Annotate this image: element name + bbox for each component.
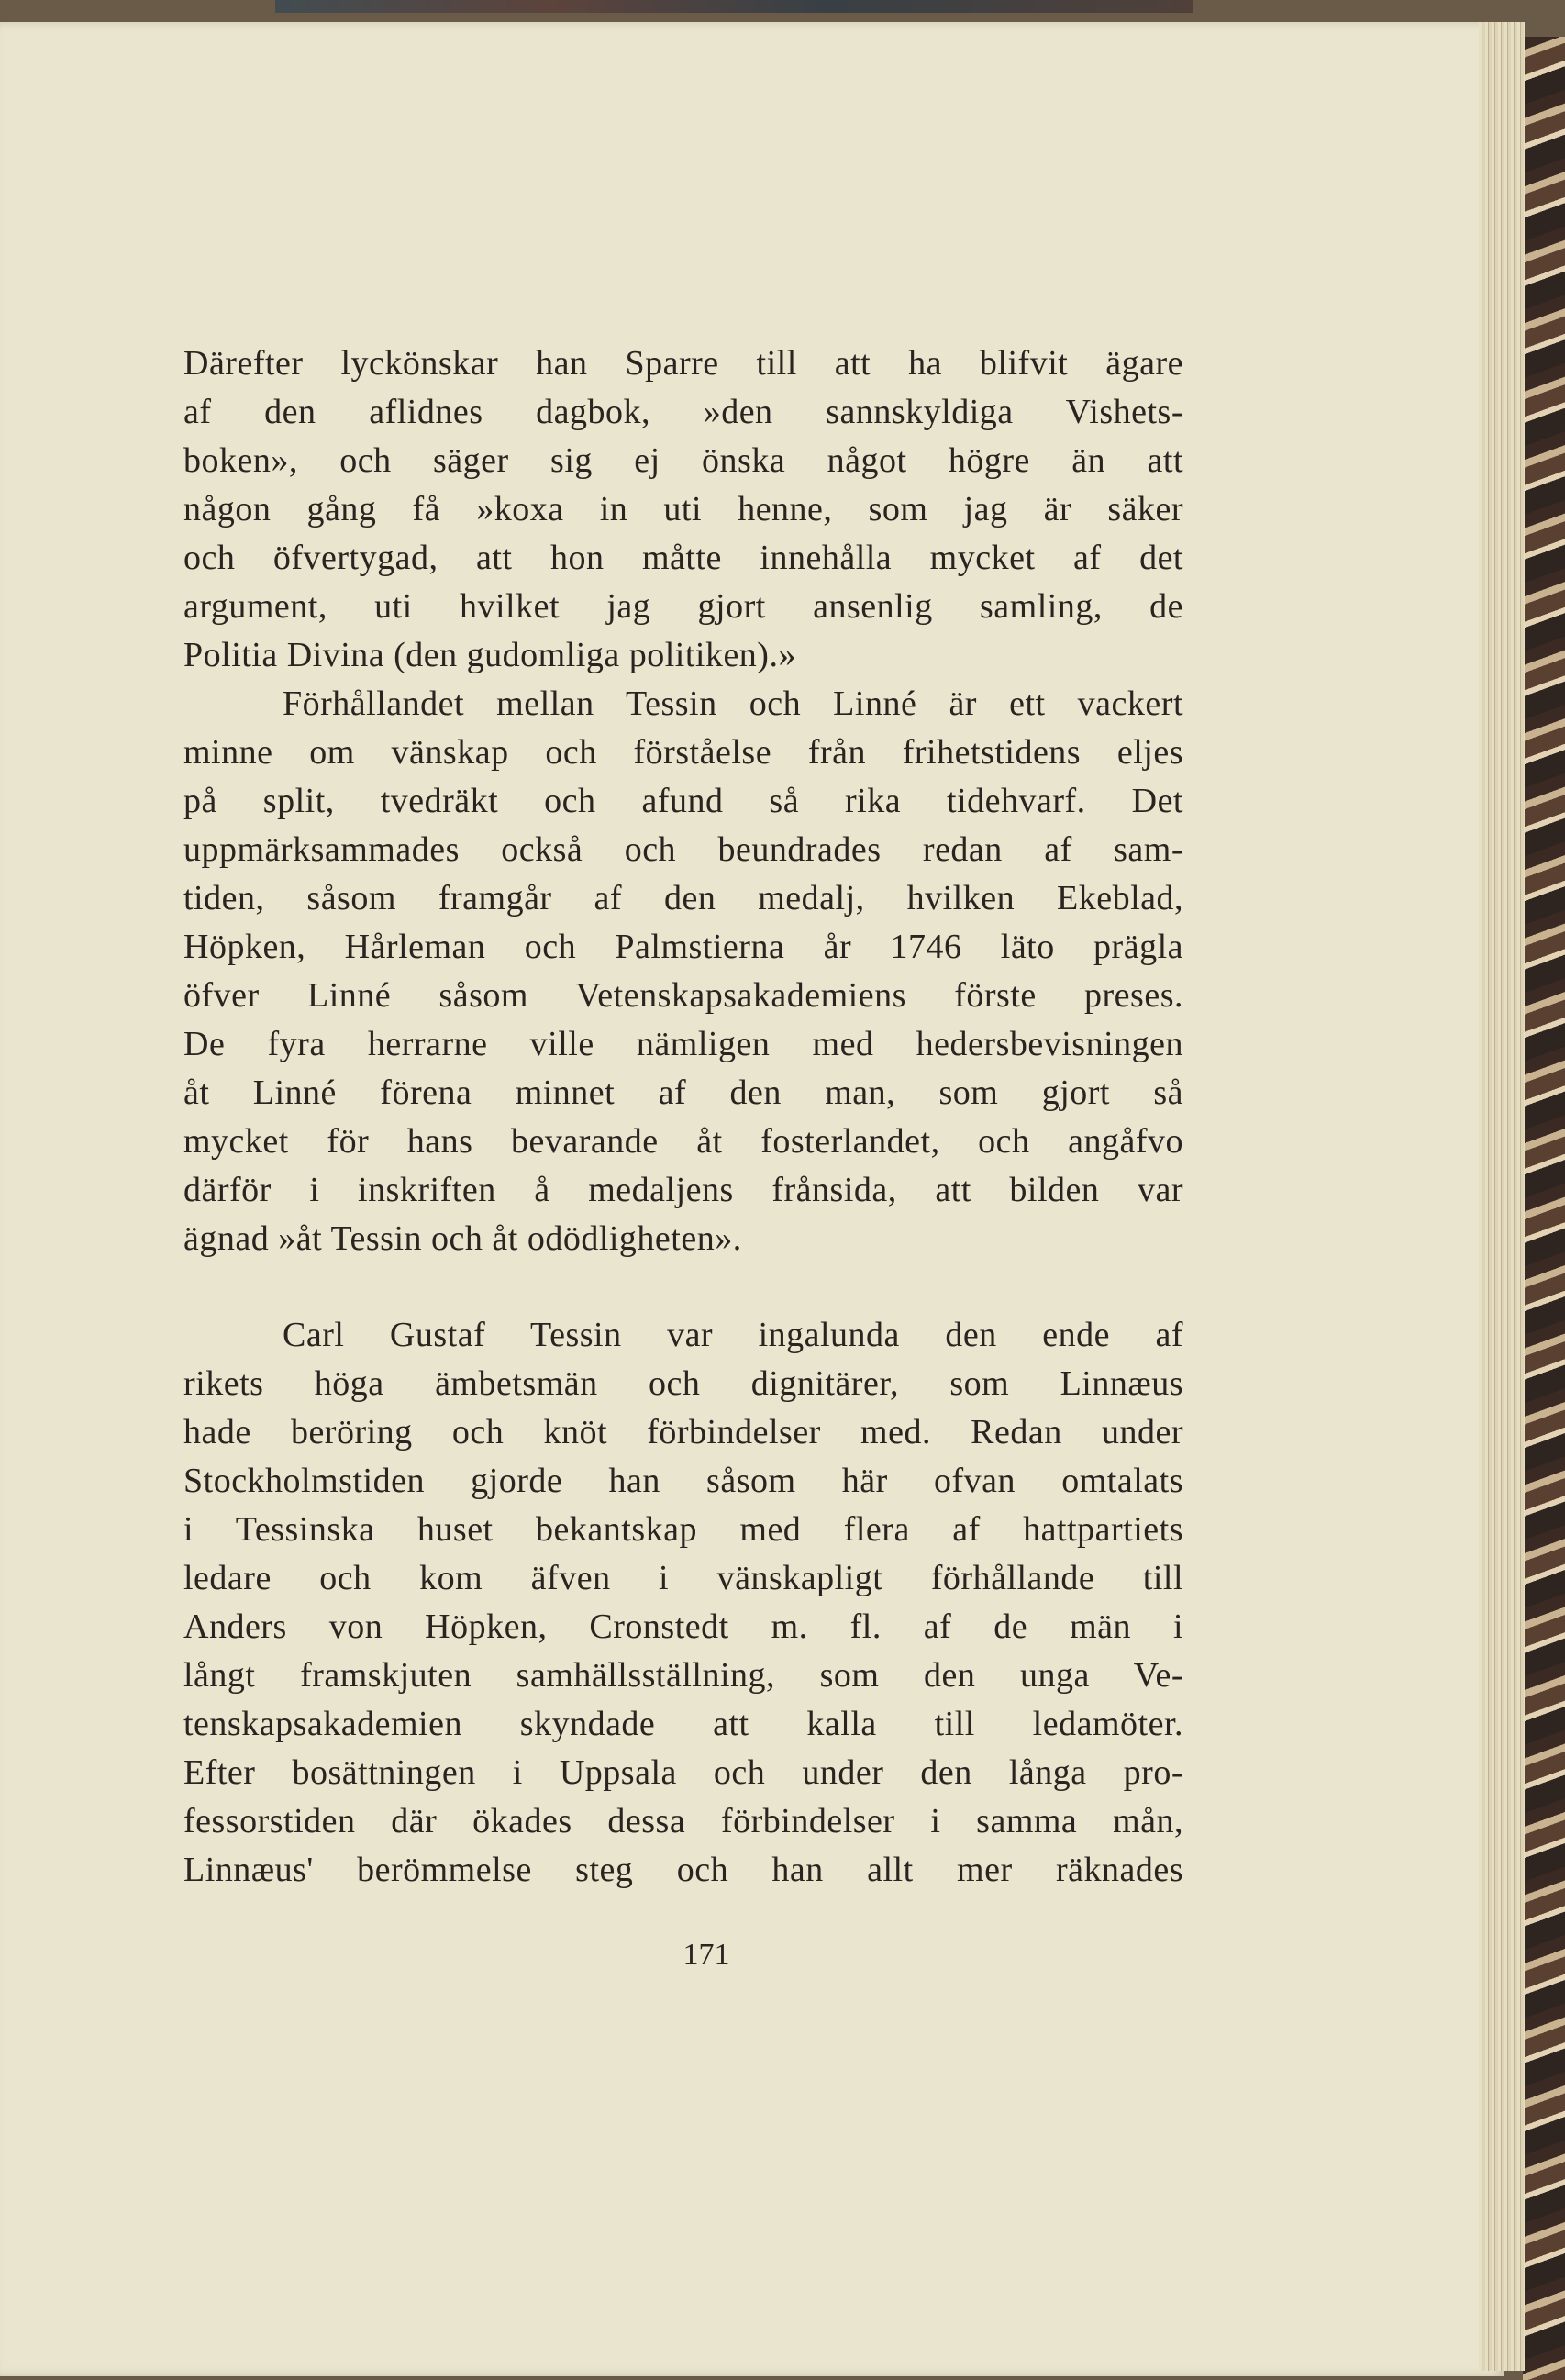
text-line: Därefter lyckönskar han Sparre till att ha blifvit ägare <box>183 344 1183 383</box>
text-line: tenskapsakademien skyndade att kalla till ledamöter. <box>183 1705 1183 1743</box>
text-line: ledare och kom äfven i vänskapligt förhållande till <box>183 1559 1183 1597</box>
text-line: i Tessinska huset bekantskap med flera af hattpartiets <box>183 1510 1183 1549</box>
text-line: Stockholmstiden gjorde han såsom här ofvan omtalats <box>183 1462 1183 1500</box>
text-line: och öfvertygad, att hon måtte innehålla mycket af det <box>183 539 1183 577</box>
text-line: åt Linné förena minnet af den man, som gjort så <box>183 1073 1183 1112</box>
text-line: af den aflidnes dagbok, »den sannskyldiga Vishets- <box>183 393 1183 431</box>
text-line: rikets höga ämbetsmän och dignitärer, som Linnæus <box>183 1364 1183 1403</box>
text-line: argument, uti hvilket jag gjort ansenlig samling, de <box>183 587 1183 626</box>
page-edges <box>1479 22 1525 2371</box>
book-top-edge <box>275 0 1193 13</box>
text-line: minne om vänskap och förståelse från frihetstidens eljes <box>183 733 1183 772</box>
page-number: 171 <box>683 1938 730 1972</box>
text-line: Förhållandet mellan Tessin och Linné är ett vackert <box>283 684 1183 723</box>
text-line: långt framskjuten samhällsställning, som den unga Ve- <box>183 1656 1183 1695</box>
text-line: boken», och säger sig ej önska något högre än att <box>183 441 1183 480</box>
text-line: hade beröring och knöt förbindelser med. Redan under <box>183 1413 1183 1451</box>
text-line: på split, tvedräkt och afund så rika tidehvarf. Det <box>183 782 1183 820</box>
text-line: därför i inskriften å medaljens frånsida, att bilden var <box>183 1171 1183 1209</box>
text-line: Carl Gustaf Tessin var ingalunda den ende af <box>283 1316 1183 1354</box>
text-line: öfver Linné såsom Vetenskapsakademiens förste preses. <box>183 976 1183 1015</box>
text-line: fessorstiden där ökades dessa förbindelser i samma mån, <box>183 1802 1183 1841</box>
text-line: Efter bosättningen i Uppsala och under den långa pro- <box>183 1753 1183 1792</box>
text-line: Linnæus' berömmelse steg och han allt mer räknades <box>183 1851 1183 1889</box>
body-text <box>183 339 1183 1895</box>
text-line: ägnad »åt Tessin och åt odödligheten». <box>183 1219 742 1258</box>
marbled-cover-edge <box>1523 37 1565 2380</box>
text-line: mycket för hans bevarande åt fosterlandet, och angåfvo <box>183 1122 1183 1161</box>
text-line: uppmärksammades också och beundrades redan af sam- <box>183 830 1183 869</box>
text-line: Anders von Höpken, Cronstedt m. fl. af de män i <box>183 1607 1183 1646</box>
text-line: De fyra herrarne ville nämligen med hedersbevisningen <box>183 1025 1183 1063</box>
paragraph-gap <box>183 1263 1183 1311</box>
text-line: någon gång få »koxa in uti henne, som jag är säker <box>183 490 1183 528</box>
text-line: Höpken, Hårleman och Palmstierna år 1746 läto prägla <box>183 928 1183 966</box>
text-line: Politia Divina (den gudomliga politiken).» <box>183 636 796 674</box>
text-line: tiden, såsom framgår af den medalj, hvilken Ekeblad, <box>183 879 1183 918</box>
